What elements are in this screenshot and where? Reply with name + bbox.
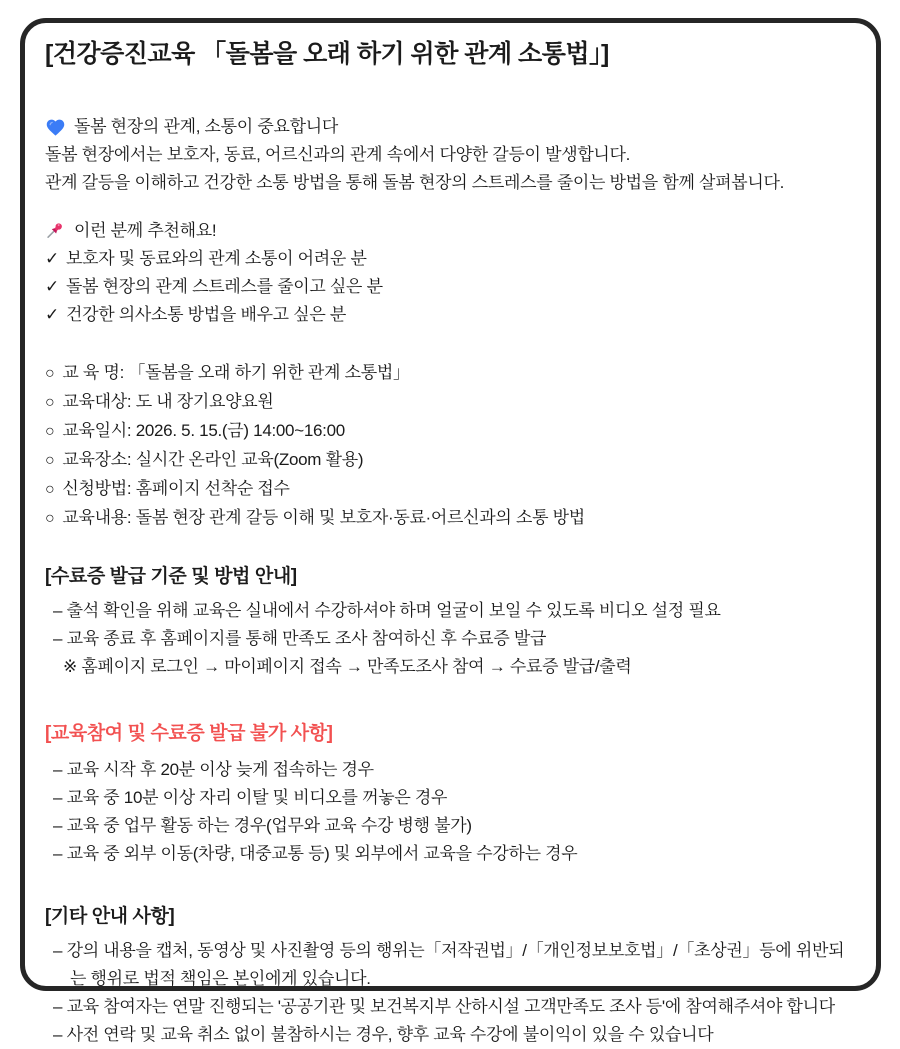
course-info-item	[45, 388, 854, 417]
check-icon: ✓	[45, 305, 59, 324]
pushpin-icon	[45, 221, 66, 242]
circle-bullet-icon: ○	[45, 365, 55, 382]
circle-bullet-icon: ○	[45, 423, 55, 440]
etc-item: – 강의 내용을 캡처, 동영상 및 사진촬영 등의 행위는「저작권법」/「개인정보보호법」/「초상권」등에 위반되는 행위로 법적 책임은 본인에게 있습니다.	[53, 941, 845, 988]
etc-heading: [기타 안내 사항]	[45, 906, 175, 927]
restrictions-section	[45, 721, 854, 868]
certificate-item: – 교육 종료 후 홈페이지를 통해 만족도 조사 참여하신 후 수료증 발급	[53, 629, 547, 648]
recommend-item	[45, 245, 854, 273]
check-icon: ✓	[45, 249, 59, 268]
course-info-item	[45, 475, 854, 504]
notice-card	[20, 18, 881, 1044]
recommend-item-label: 돌봄 현장의 관계 스트레스를 줄이고 싶은 분	[65, 277, 383, 296]
recommend-section	[45, 217, 854, 329]
certificate-item: – 출석 확인을 위해 교육은 실내에서 수강하셔야 하며 얼굴이 보일 수 있도록 비디오 설정 필요	[53, 601, 721, 620]
recommend-heading-row	[45, 217, 854, 245]
course-info-label: 교육대상: 도 내 장기요양요원	[62, 392, 274, 411]
circle-bullet-icon: ○	[45, 481, 55, 498]
recommend-item-label: 보호자 및 동료와의 관계 소통이 어려운 분	[65, 249, 367, 268]
recommend-item-label: 건강한 의사소통 방법을 배우고 싶은 분	[65, 305, 347, 324]
check-icon: ✓	[45, 277, 59, 296]
etc-section	[45, 904, 854, 1049]
course-info-label: 교 육 명: 「돌봄을 오래 하기 위한 관계 소통법」	[62, 363, 410, 382]
certificate-heading: [수료증 발급 기준 및 방법 안내]	[45, 566, 297, 587]
circle-bullet-icon: ○	[45, 394, 55, 411]
course-info-label: 교육일시: 2026. 5. 15.(금) 14:00~16:00	[62, 421, 345, 440]
course-info-section	[45, 359, 854, 533]
page-title: [건강증진교육 「돌봄을 오래 하기 위한 관계 소통법」]	[45, 40, 609, 68]
intro-heading: 돌봄 현장의 관계, 소통이 중요합니다	[74, 117, 338, 136]
intro-line: 돌봄 현장에서는 보호자, 동료, 어르신과의 관계 속에서 다양한 갈등이 발생합니다.	[45, 145, 631, 164]
course-info-item	[45, 504, 854, 533]
restriction-item: – 교육 중 10분 이상 자리 이탈 및 비디오를 꺼놓은 경우	[53, 788, 448, 807]
recommend-item	[45, 273, 854, 301]
certificate-note: ※ 홈페이지 로그인 → 마이페이지 접속 → 만족도조사 참여 → 수료증 발급/출력	[63, 657, 632, 676]
certificate-section	[45, 564, 854, 681]
restrictions-heading: [교육참여 및 수료증 발급 불가 사항]	[45, 723, 333, 744]
restriction-item: – 교육 중 외부 이동(차량, 대중교통 등) 및 외부에서 교육을 수강하는 경우	[53, 844, 578, 863]
course-info-label: 교육내용: 돌봄 현장 관계 갈등 이해 및 보호자·동료·어르신과의 소통 방법	[62, 508, 585, 527]
course-info-item	[45, 417, 854, 446]
restriction-item: – 교육 중 업무 활동 하는 경우(업무와 교육 수강 병행 불가)	[53, 816, 472, 835]
etc-item: – 교육 참여자는 연말 진행되는 '공공기관 및 보건복지부 산하시설 고객만족도 조사 등'에 참여해주셔야 합니다	[53, 997, 835, 1016]
recommend-item	[45, 301, 854, 329]
intro-heading-row	[45, 113, 854, 141]
intro-section	[45, 113, 854, 197]
recommend-heading: 이런 분께 추천해요!	[74, 221, 217, 240]
blue-heart-icon	[45, 117, 66, 138]
course-info-item	[45, 446, 854, 475]
circle-bullet-icon: ○	[45, 452, 55, 469]
restriction-item: – 교육 시작 후 20분 이상 늦게 접속하는 경우	[53, 760, 374, 779]
course-info-item	[45, 359, 854, 388]
etc-item: – 사전 연락 및 교육 취소 없이 불참하시는 경우, 향후 교육 수강에 불이익이 있을 수 있습니다	[53, 1025, 714, 1044]
intro-line: 관계 갈등을 이해하고 건강한 소통 방법을 통해 돌봄 현장의 스트레스를 줄이는 방법을 함께 살펴봅니다.	[45, 173, 785, 192]
course-info-label: 교육장소: 실시간 온라인 교육(Zoom 활용)	[62, 450, 364, 469]
course-info-label: 신청방법: 홈페이지 선착순 접수	[62, 479, 290, 498]
circle-bullet-icon: ○	[45, 510, 55, 527]
